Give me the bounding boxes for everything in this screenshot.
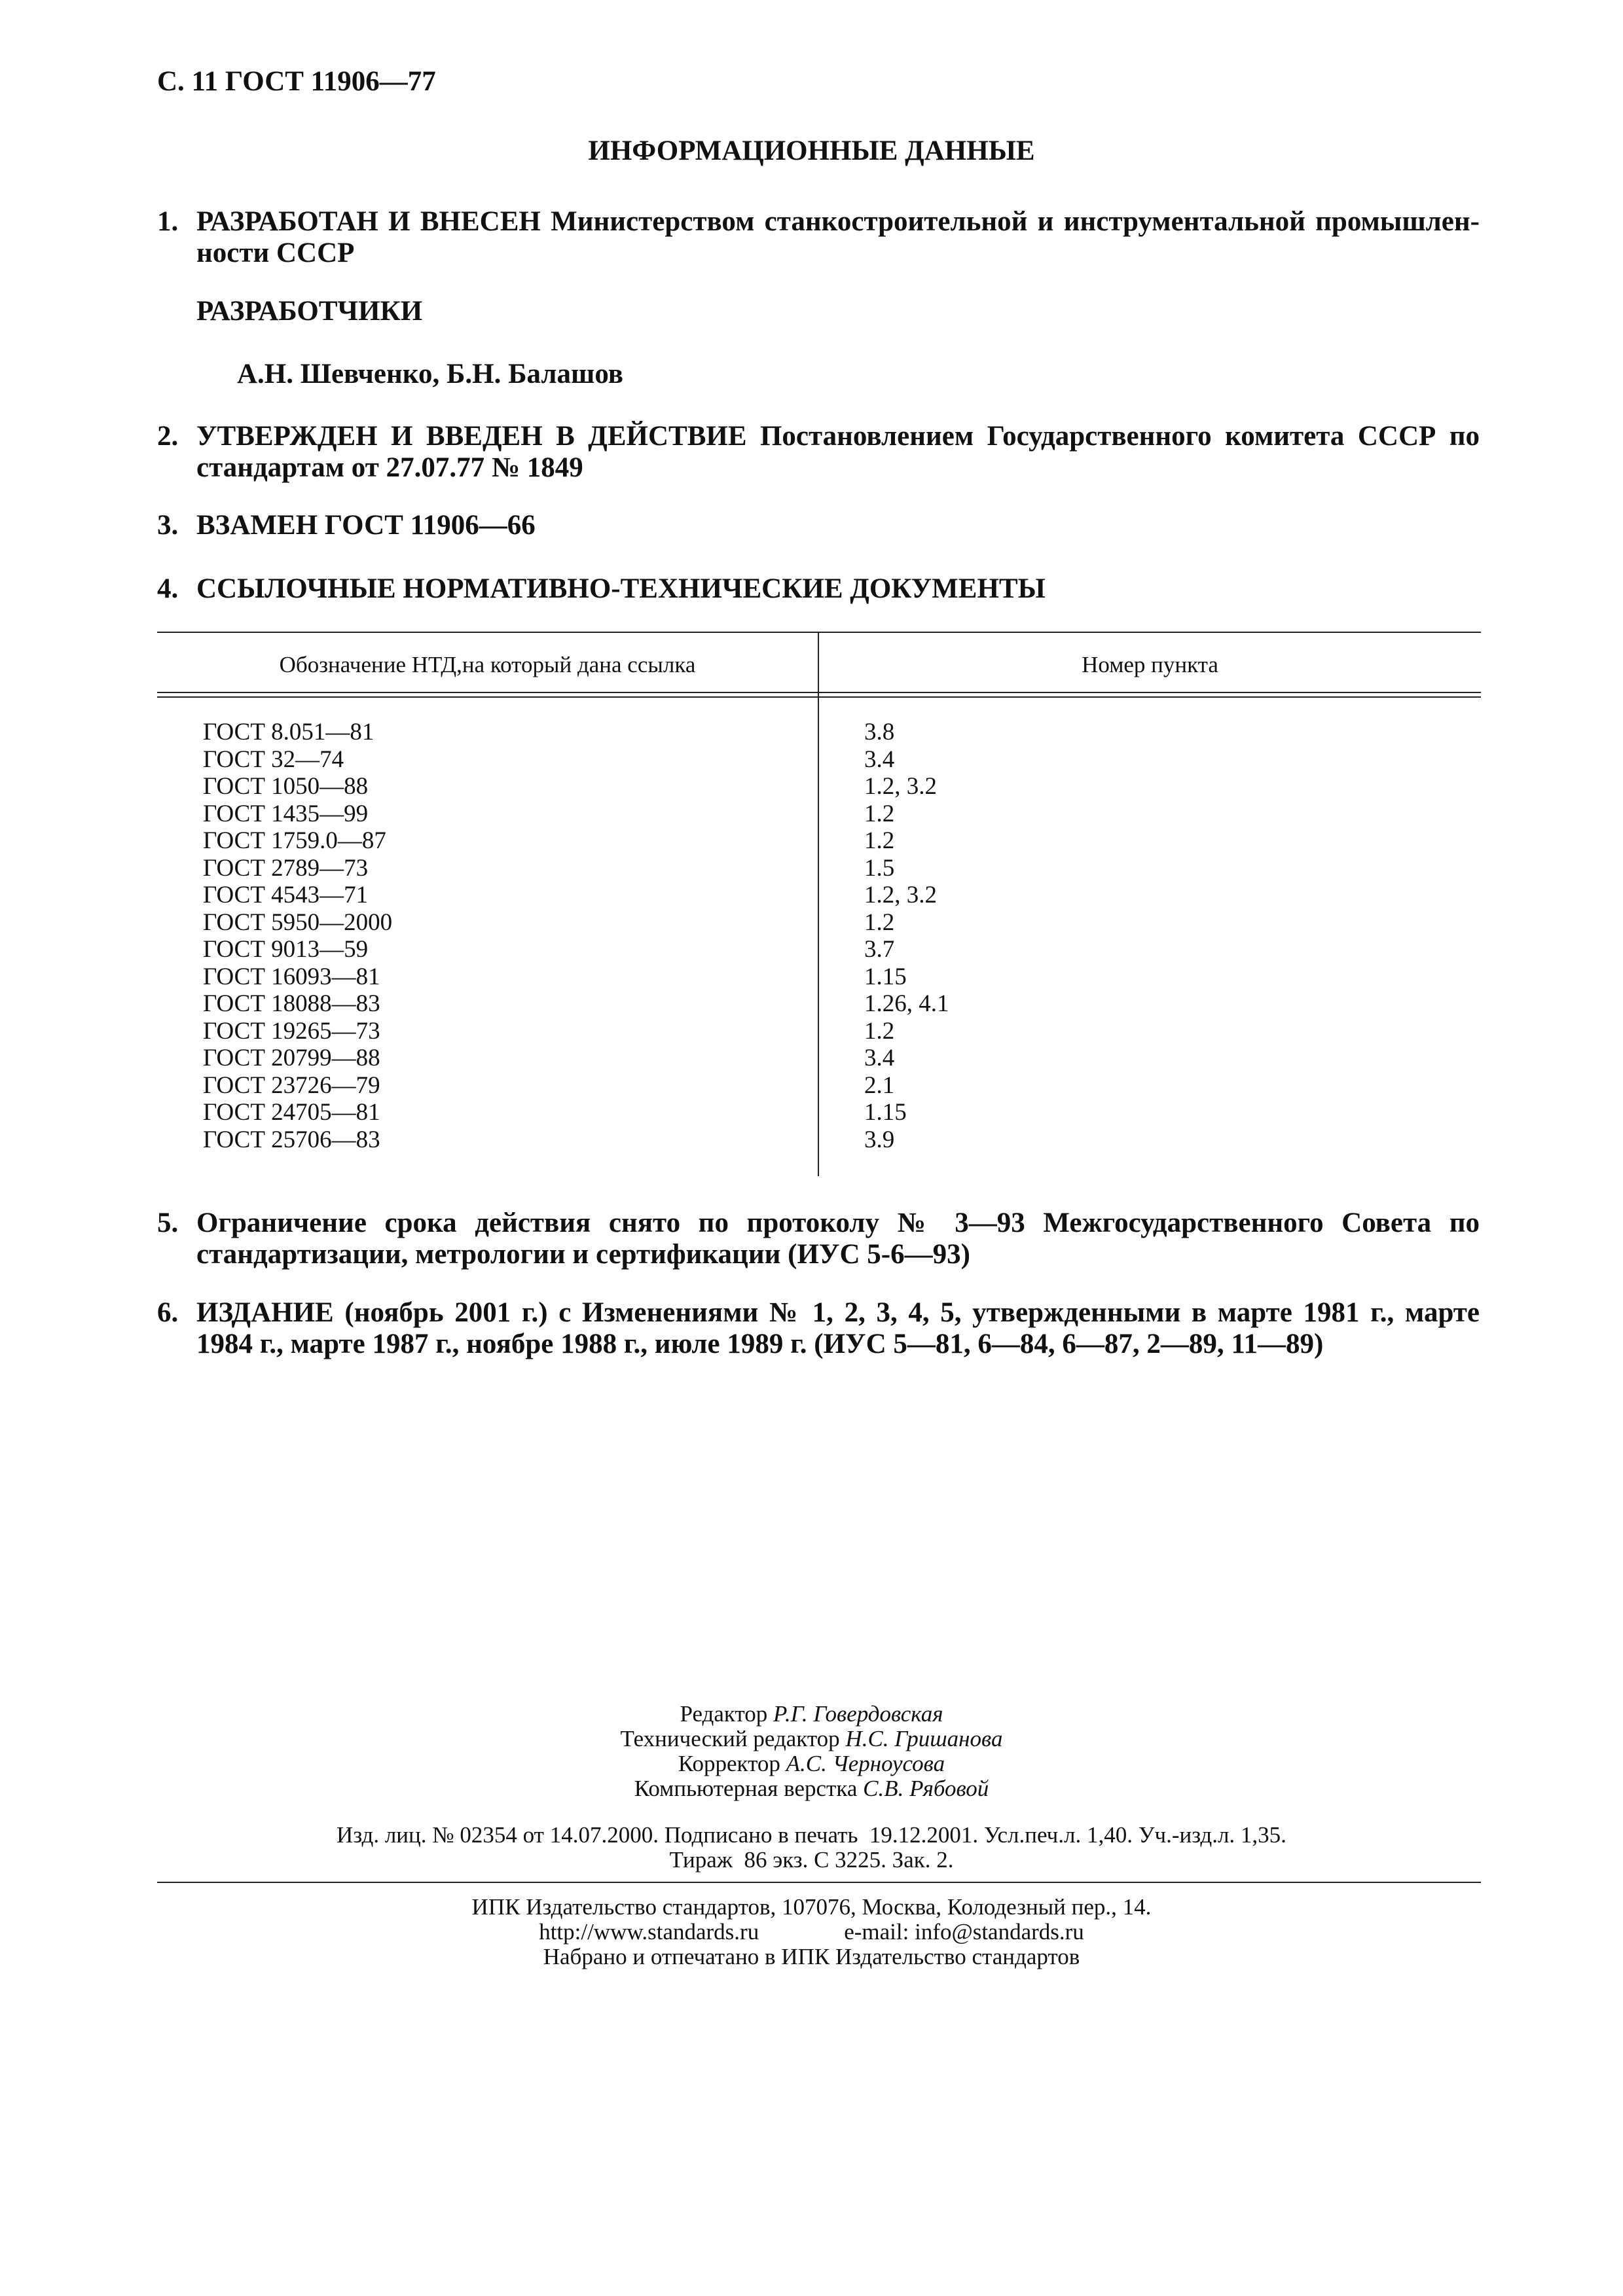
imprint-publisher [0, 1895, 1623, 1969]
table-cell-clause: 3.7 [864, 936, 895, 963]
item-number: 6. [157, 1297, 179, 1328]
table-cell-designation: ГОСТ 25706—83 [203, 1126, 380, 1153]
table-column-clause [864, 719, 949, 1153]
item-2 [157, 421, 1480, 484]
table-header-rule-double [157, 696, 1481, 698]
table-cell-designation: ГОСТ 5950—2000 [203, 908, 393, 936]
item-number: 3. [157, 510, 179, 541]
table-cell-designation: ГОСТ 24705—81 [203, 1099, 380, 1126]
item-number: 1. [157, 206, 179, 237]
table-cell-clause: 1.26, 4.1 [864, 990, 949, 1017]
publisher-email[interactable]: e-mail: info@standards.ru [844, 1919, 1084, 1945]
item-1-line-2: ности СССР [196, 238, 355, 268]
item-1-text-1: Министерством станкостроительной и инструментальной промышлен- [540, 206, 1480, 237]
publisher-contacts [0, 1920, 1623, 1945]
table-cell-clause: 1.15 [864, 963, 907, 990]
table-cell-clause: 1.2 [864, 908, 895, 936]
table-cell-clause: 3.8 [864, 719, 895, 745]
page-header: С. 11 ГОСТ 11906—77 [157, 66, 436, 97]
item-1-lead: РАЗРАБОТАН И ВНЕСЕН [196, 206, 541, 237]
table-cell-designation: ГОСТ 1759.0—87 [203, 827, 386, 854]
table-header-designation: Обозначение НТД,на который дана ссылка [279, 652, 696, 677]
tech-editor-name: Н.С. Гришанова [845, 1726, 1003, 1751]
corrector-name: А.С. Черноусова [786, 1751, 945, 1776]
license-line-2: Тираж 86 экз. С 3225. Зак. 2. [669, 1847, 954, 1873]
table-cell-clause: 1.2, 3.2 [864, 773, 937, 800]
table-header-clause: Номер пункта [1082, 652, 1218, 677]
item-number: 2. [157, 421, 179, 452]
developers-heading: РАЗРАБОТЧИКИ [196, 296, 423, 327]
table-cell-clause: 1.5 [864, 854, 895, 882]
item-3-text: ВЗАМЕН ГОСТ 11906—66 [196, 510, 536, 541]
item-1 [157, 206, 1480, 269]
table-cell-designation: ГОСТ 4543—71 [203, 882, 369, 908]
item-4 [157, 573, 1480, 605]
item-number: 5. [157, 1208, 179, 1238]
table-cell-clause: 3.9 [864, 1126, 895, 1153]
table-cell-designation: ГОСТ 19265—73 [203, 1017, 380, 1045]
item-number: 4. [157, 573, 179, 604]
page-title: ИНФОРМАЦИОННЫЕ ДАННЫЕ [588, 135, 1035, 166]
item-4-text: ССЫЛОЧНЫЕ НОРМАТИВНО-ТЕХНИЧЕСКИЕ ДОКУМЕНТЫ [196, 573, 1046, 604]
table-top-rule [157, 632, 1481, 633]
table-cell-designation: ГОСТ 1050—88 [203, 773, 369, 800]
imprint-tech-editor [0, 1727, 1623, 1751]
item-5 [157, 1208, 1480, 1270]
table-cell-clause: 1.2 [864, 800, 895, 827]
table-cell-designation: ГОСТ 2789—73 [203, 854, 369, 882]
table-cell-designation: ГОСТ 9013—59 [203, 936, 369, 963]
imprint-editor [0, 1702, 1623, 1727]
table-cell-clause: 3.4 [864, 1045, 895, 1071]
item-5-line-1: Ограничение срока действия снято по протоколу № 3—93 Межгосударственного Совета по [196, 1208, 1480, 1238]
layout-name: С.В. Рябовой [863, 1776, 989, 1801]
item-6-text-1: (ноябрь 2001 г.) с Изменениями № 1, 2, 3, 4, 5, утвержденными в марте 1981 г., марте [333, 1297, 1480, 1328]
table-cell-designation: ГОСТ 20799—88 [203, 1045, 380, 1071]
table-column-divider [818, 632, 819, 1176]
editor-label: Редактор [680, 1701, 768, 1727]
item-6-line-1 [157, 1297, 1480, 1329]
layout-label: Компьютерная верстка [634, 1776, 858, 1801]
publisher-address: ИПК Издательство стандартов, 107076, Москва, Колодезный пер., 14. [471, 1894, 1152, 1920]
imprint-license [0, 1823, 1623, 1873]
table-cell-designation: ГОСТ 8.051—81 [203, 719, 374, 745]
table-cell-designation: ГОСТ 1435—99 [203, 800, 369, 827]
table-header-rule [157, 692, 1481, 693]
table-cell-clause: 1.2 [864, 827, 895, 854]
table-cell-clause: 1.15 [864, 1099, 907, 1126]
developers-names: А.Н. Шевченко, Б.Н. Балашов [237, 359, 623, 389]
table-cell-clause: 1.2 [864, 1017, 895, 1045]
table-cell-designation: ГОСТ 32—74 [203, 745, 344, 773]
item-6-lead: ИЗДАНИЕ [196, 1297, 334, 1328]
license-line-1: Изд. лиц. № 02354 от 14.07.2000. Подписано в печать 19.12.2001. Усл.печ.л. 1,40. Уч.-изд.л. 1,35. [337, 1822, 1286, 1848]
item-6-line-2: 1984 г., марте 1987 г., ноябре 1988 г., июле 1989 г. (ИУС 5—81, 6—84, 6—87, 2—89, 11—89) [196, 1329, 1324, 1359]
item-2-line-2: стандартам от 27.07.77 № 1849 [196, 452, 583, 483]
publisher-website[interactable]: http://www.standards.ru [539, 1919, 759, 1945]
imprint-staff [0, 1702, 1623, 1801]
item-5-line-2: стандартизации, метрологии и сертификации (ИУС 5-6—93) [196, 1239, 970, 1270]
table-cell-clause: 2.1 [864, 1071, 895, 1099]
table-cell-designation: ГОСТ 18088—83 [203, 990, 380, 1017]
table-column-designation [203, 719, 392, 1153]
table-cell-clause: 1.2, 3.2 [864, 882, 937, 908]
item-2-lead: УТВЕРЖДЕН И ВВЕДЕН В ДЕЙСТВИЕ [196, 421, 747, 452]
item-2-line-1 [157, 421, 1480, 452]
table-cell-designation: ГОСТ 16093—81 [203, 963, 380, 990]
item-6 [157, 1297, 1480, 1360]
imprint-corrector [0, 1751, 1623, 1776]
editor-name: Р.Г. Говердовская [773, 1701, 943, 1727]
imprint-layout [0, 1776, 1623, 1801]
table-cell-designation: ГОСТ 23726—79 [203, 1071, 380, 1099]
item-1-line-1 [157, 206, 1480, 238]
imprint-rule [157, 1882, 1481, 1883]
corrector-label: Корректор [678, 1751, 780, 1776]
item-3 [157, 510, 1480, 541]
tech-editor-label: Технический редактор [620, 1726, 840, 1751]
table-cell-clause: 3.4 [864, 745, 895, 773]
item-2-text-1: Постановлением Государственного комитета СССР по [746, 421, 1480, 452]
printed-by: Набрано и отпечатано в ИПК Издательство стандартов [543, 1944, 1080, 1969]
